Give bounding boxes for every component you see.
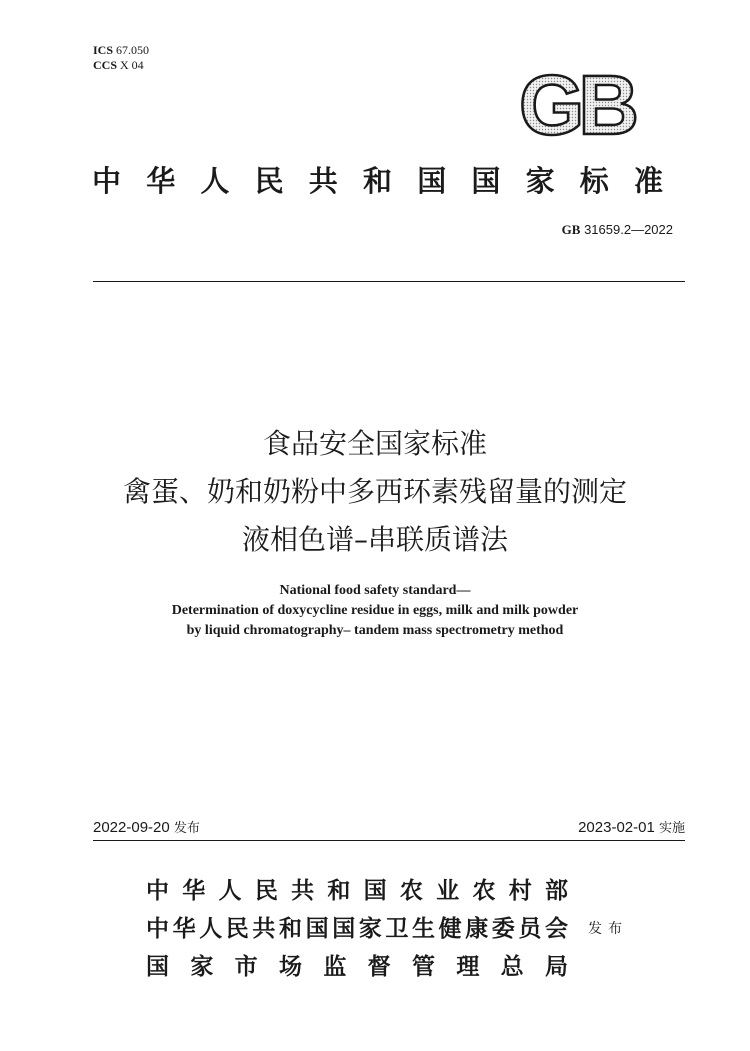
issue-date (93, 818, 200, 839)
english-title (50, 581, 700, 641)
national-standard-heading: 中华人民共和国国家标准 (92, 164, 680, 198)
issue-date-label: 发布 (173, 821, 200, 836)
issuer-moa: 中华人民共和国农业农村部 (146, 877, 568, 904)
ccs-value: X 04 (120, 58, 144, 72)
gb-logo (505, 62, 647, 140)
chinese-title (50, 420, 700, 564)
ics-value: 67.050 (116, 43, 150, 57)
ics-label: ICS (93, 43, 114, 57)
classification-codes (93, 43, 149, 73)
standard-prefix: GB (561, 222, 581, 237)
chinese-title-line-1: 食品安全国家标准 (262, 427, 487, 460)
effective-date-label: 实施 (658, 821, 685, 836)
issuer-samr: 国家市场监督管理总局 (146, 953, 568, 980)
issuer-nhc: 中华人民共和国国家卫生健康委员会 (146, 915, 568, 942)
ccs-label: CCS (93, 58, 118, 72)
ccs-code (93, 58, 149, 73)
effective-date (578, 818, 685, 839)
effective-date-value: 2023-02-01 (578, 819, 655, 836)
english-title-line-3: by liquid chromatography– tandem mass spectrometry method (186, 623, 564, 638)
publish-label: 发布 (588, 921, 628, 937)
ics-code (93, 43, 149, 58)
standard-number (562, 222, 673, 238)
standard-number-value: 31659.2—2022 (584, 222, 673, 237)
chinese-title-line-2: 禽蛋、奶和奶粉中多西环素残留量的测定 (122, 475, 627, 508)
top-divider (93, 281, 685, 282)
bottom-divider (93, 840, 685, 841)
issue-date-value: 2022-09-20 (93, 819, 170, 836)
english-title-line-2: Determination of doxycycline residue in eggs, milk and milk powder (171, 603, 579, 618)
chinese-title-line-3: 液相色谱–串联质谱法 (241, 523, 508, 556)
english-title-line-1: National food safety standard— (279, 583, 471, 598)
gb-logo-text: GB (519, 62, 633, 140)
